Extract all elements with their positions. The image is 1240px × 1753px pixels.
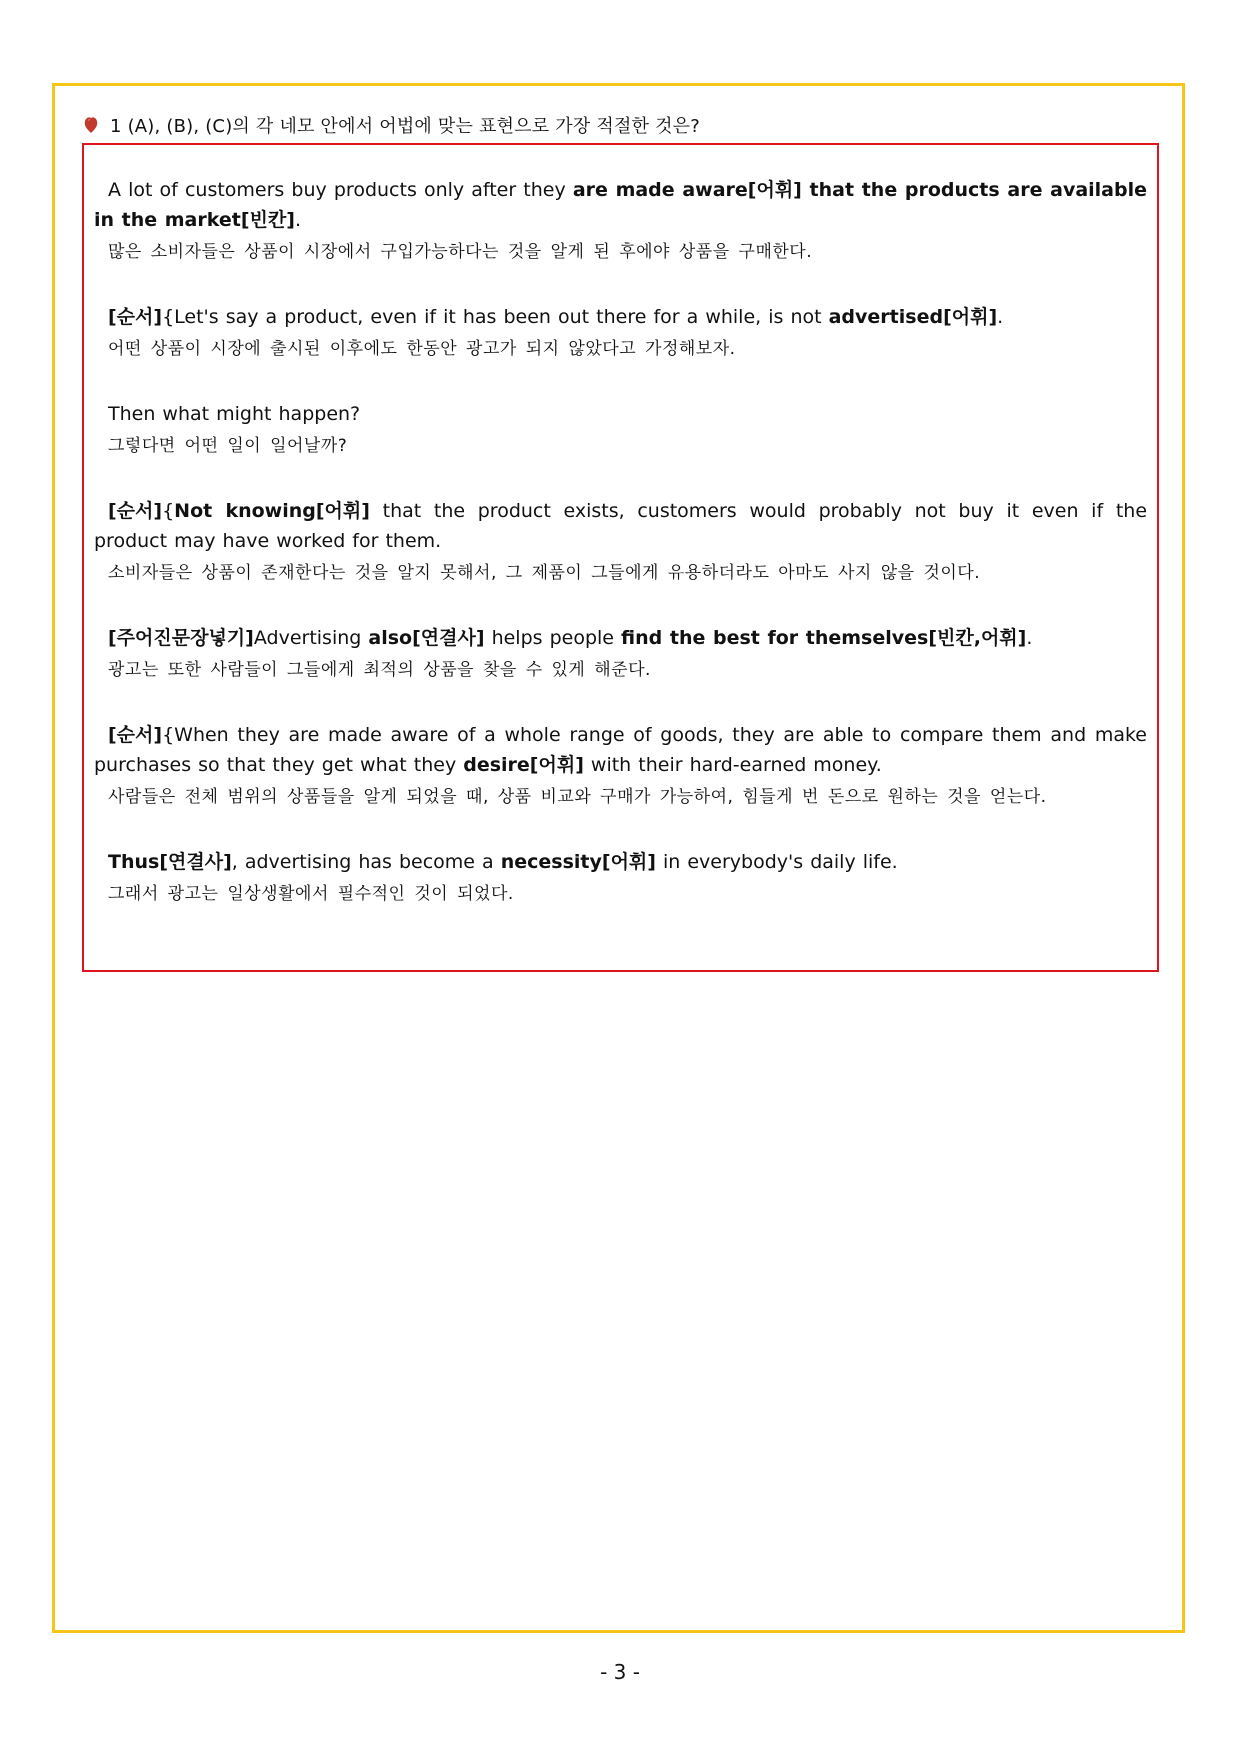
english-sentence (94, 720, 1147, 780)
korean-translation: 그렇다면 어떤 일이 일어날까? (108, 436, 348, 456)
sentence-text: Advertising (253, 627, 369, 649)
korean-translation: 많은 소비자들은 상품이 시장에서 구입가능하다는 것을 알게 된 후에야 상품을 구매한다. (108, 242, 813, 262)
english-sentence (94, 175, 1147, 235)
sentence-block (94, 399, 1147, 459)
korean-translation: 광고는 또한 사람들이 그들에게 최적의 상품을 찾을 수 있게 해준다. (108, 660, 651, 680)
sentence-text: { (162, 500, 175, 522)
sentence-block (94, 302, 1147, 362)
annotated-phrase: find the best for themselves[빈칸,어휘] (621, 627, 1027, 649)
annotated-phrase: [순서] (108, 724, 163, 746)
english-sentence (94, 302, 1147, 332)
sentence-block (94, 623, 1147, 683)
page-number: - 3 - (600, 1660, 640, 1684)
sentence-text: A lot of customers buy products only after they (108, 179, 573, 201)
red-heart-bullet-icon (84, 116, 98, 134)
sentence-text: . (997, 306, 1004, 328)
sentence-text: helps people (484, 627, 622, 649)
sentence-text: with their hard-earned money. (583, 754, 882, 776)
annotated-phrase: advertised[어휘] (828, 306, 998, 328)
sentence-text: . (1026, 627, 1033, 649)
annotated-phrase: Thus[연결사] (108, 851, 232, 873)
english-sentence (94, 623, 1147, 653)
sentence-text: , advertising has become a (231, 851, 501, 873)
korean-translation: 사람들은 전체 범위의 상품들을 알게 되었을 때, 상품 비교와 구매가 가능하여, 힘들게 번 돈으로 원하는 것을 얻는다. (108, 787, 1047, 807)
question-text: 1 (A), (B), (C)의 각 네모 안에서 어법에 맞는 표현으로 가장 적절한 것은? (110, 116, 700, 137)
annotated-phrase: also[연결사] (368, 627, 485, 649)
sentence-text: {When they are made aware of a whole range of goods, they are able to compare them and make purchases so that they get what they (94, 724, 1147, 776)
korean-translation: 어떤 상품이 시장에 출시된 이후에도 한동안 광고가 되지 않았다고 가정해보자. (108, 339, 736, 359)
annotated-phrase: [순서] (108, 500, 163, 522)
korean-translation: 소비자들은 상품이 존재한다는 것을 알지 못해서, 그 제품이 그들에게 유용하더라도 아마도 사지 않을 것이다. (108, 563, 981, 583)
english-sentence (94, 496, 1147, 556)
annotated-phrase: are made aware[어휘] that the products are available in the market[빈칸] (94, 179, 1148, 231)
sentence-block (94, 847, 1147, 907)
sentence-block (94, 496, 1147, 586)
annotated-phrase: desire[어휘] (463, 754, 584, 776)
english-sentence (94, 847, 1147, 877)
sentence-block (94, 175, 1147, 265)
sentence-text: in everybody's daily life. (655, 851, 898, 873)
annotated-phrase: Not knowing[어휘] (174, 500, 370, 522)
annotated-phrase: necessity[어휘] (500, 851, 656, 873)
sentence-text: that the product exists, customers would probably not buy it even if the product may have worked for them. (94, 500, 1148, 552)
english-sentence (94, 399, 1147, 429)
korean-translation: 그래서 광고는 일상생활에서 필수적인 것이 되었다. (108, 884, 514, 904)
passage-box (82, 143, 1159, 972)
sentence-block (94, 720, 1147, 810)
sentence-text: {Let's say a product, even if it has been out there for a while, is not (162, 306, 829, 328)
sentence-text: Then what might happen? (108, 403, 361, 425)
sentence-text: . (294, 209, 301, 231)
question-header (84, 112, 700, 138)
annotated-phrase: [주어진문장넣기] (108, 627, 254, 649)
annotated-phrase: [순서] (108, 306, 163, 328)
